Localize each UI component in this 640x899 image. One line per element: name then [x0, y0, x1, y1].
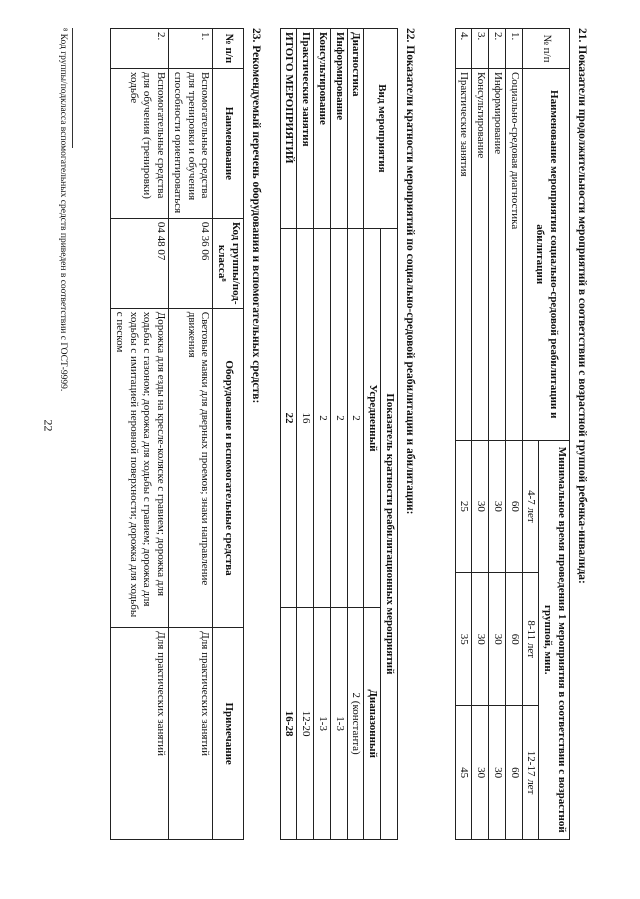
row-number: 1.	[169, 29, 213, 69]
activity-name: Социально-средовая диагностика	[506, 68, 523, 440]
table-row	[111, 29, 169, 840]
total-average: 22	[280, 228, 297, 607]
equipment-header-num: № п/п	[213, 29, 244, 69]
table-row	[297, 29, 314, 840]
range-value: 1-3	[331, 608, 348, 840]
total-range: 16-28	[280, 608, 297, 840]
activity-name: Консультирование	[314, 29, 331, 229]
equipment-header-code: Код группы/под-класса⁸	[213, 218, 244, 308]
duration-value: 35	[455, 573, 472, 706]
duration-header-time: Минимальное время проведения 1 мероприятия в соответствии с возрастной группой, мин.	[539, 440, 570, 840]
item-note: Для практических занятий	[111, 628, 169, 840]
footnote-divider	[72, 28, 73, 148]
average-value: 2	[331, 228, 348, 607]
table-row	[331, 29, 348, 840]
duration-header-num: № п/п	[522, 29, 569, 69]
section-23-title: 23. Рекомендуемый перечень оборудования и вспомогательных средств:	[250, 28, 262, 404]
frequency-header-average: Усредненный	[364, 228, 381, 607]
duration-value: 30	[472, 573, 489, 706]
table-row	[489, 29, 506, 840]
frequency-header-type: Вид мероприятия	[364, 29, 398, 229]
row-number: 1.	[506, 29, 523, 69]
page-number: 22	[41, 419, 56, 432]
footnote: ⁸ Код группы/подкласса вспомогательных средств приведен в соответствии с ГОСТ-9999.	[58, 28, 68, 392]
table-row	[506, 29, 523, 840]
average-value: 2	[347, 228, 364, 607]
average-value: 2	[314, 228, 331, 607]
frequency-table	[280, 28, 398, 840]
duration-table	[455, 28, 570, 840]
equipment-header-note: Примечание	[213, 628, 244, 840]
range-value: 1-3	[314, 608, 331, 840]
equipment-table	[110, 28, 244, 840]
table-row	[455, 29, 472, 840]
section-21-title: 21. Показатели продолжительности мероприятий в соответствии с возрастной группой ребенка-инвалида:	[576, 28, 588, 584]
row-number: 4.	[455, 29, 472, 69]
duration-value: 60	[506, 573, 523, 706]
item-code: 04 48 07	[111, 218, 169, 308]
duration-value: 25	[455, 440, 472, 573]
table-row	[314, 29, 331, 840]
item-note: Для практических занятий	[169, 628, 213, 840]
activity-name: Информирование	[489, 68, 506, 440]
table-row	[347, 29, 364, 840]
range-value: 12-20	[297, 608, 314, 840]
table-row	[169, 29, 213, 840]
age-group-header: 4-7 лет	[522, 440, 539, 573]
item-name: Вспомогательные средства для обучения (тренировки) ходьбе	[111, 68, 169, 218]
item-name: Вспомогательные средства для тренировки и обучения способности ориентироваться	[169, 68, 213, 218]
age-group-header: 12-17 лет	[522, 706, 539, 840]
equipment-header-equipment: Оборудование и вспомогательные средства	[213, 308, 244, 628]
rotated-page-content	[48, 28, 588, 873]
duration-value: 60	[506, 706, 523, 840]
duration-value: 30	[472, 706, 489, 840]
activity-name: Практические занятия	[297, 29, 314, 229]
activity-name: Информирование	[331, 29, 348, 229]
activity-name: Практические занятия	[455, 68, 472, 440]
table-row	[472, 29, 489, 840]
activity-name: Диагностика	[347, 29, 364, 229]
age-group-header: 8-11 лет	[522, 573, 539, 706]
duration-value: 45	[455, 706, 472, 840]
frequency-header-range: Диапазонный	[364, 608, 381, 840]
total-label: ИТОГО МЕРОПРИЯТИЙ	[280, 29, 297, 229]
frequency-header-indicator: Показатель кратности реабилитационных мероприятий	[381, 228, 398, 839]
duration-value: 60	[506, 440, 523, 573]
item-code: 04 36 06	[169, 218, 213, 308]
equipment-header-name: Наименование	[213, 68, 244, 218]
row-number: 2.	[489, 29, 506, 69]
duration-value: 30	[489, 573, 506, 706]
activity-name: Консультирование	[472, 68, 489, 440]
duration-header-name: Наименование мероприятия социально-средовой реабилитации и абилитации	[522, 68, 569, 440]
item-equipment: Световые маяки для дверных проемов; знаки направление движения	[169, 308, 213, 628]
section-22-title: 22. Показатели кратности мероприятий по социально-средовой реабилитации и абилитации:	[404, 28, 416, 515]
duration-value: 30	[472, 440, 489, 573]
range-value: 2 (константа)	[347, 608, 364, 840]
duration-value: 30	[489, 440, 506, 573]
row-number: 2.	[111, 29, 169, 69]
item-equipment: Дорожка для езды на кресле-коляске с гравием; дорожка для ходьбы с газоном; дорожка для ходьбы с гравием; дорожка для ходьбы с имитацией неровной поверхности; дорожка для ходьбы с песком	[111, 308, 169, 628]
average-value: 16	[297, 228, 314, 607]
total-row	[280, 29, 297, 840]
duration-value: 30	[489, 706, 506, 840]
row-number: 3.	[472, 29, 489, 69]
